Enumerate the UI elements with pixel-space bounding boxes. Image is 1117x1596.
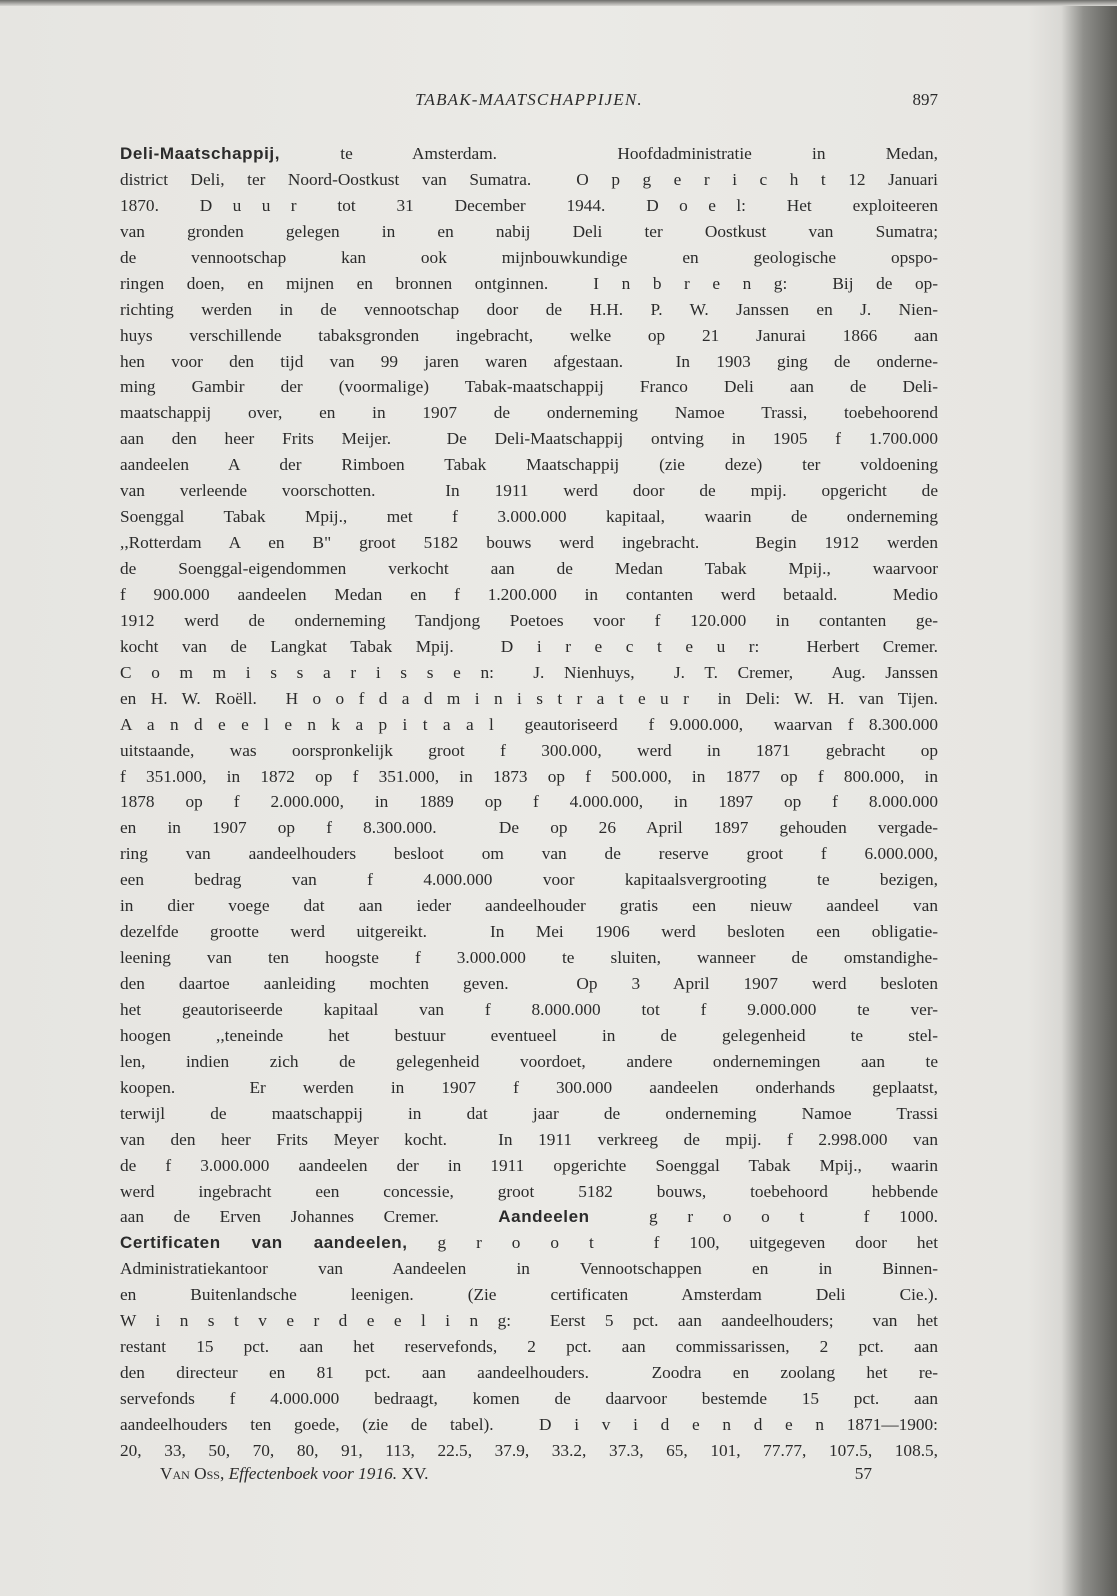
entry-text (120, 141, 938, 1464)
text-line (120, 530, 938, 556)
text-segment: Soenggal Tabak Mpij., met f 3.000.000 kapitaal, waarin de onderneming (120, 507, 938, 527)
text-line (120, 452, 938, 478)
text-line (120, 478, 938, 504)
text-segment: werd ingebracht een concessie, groot 5182 bouws, toebehoord hebbende (120, 1181, 938, 1201)
text-segment: restant 15 pct. aan het reservefonds, 2 pct. aan commissarissen, 2 pct. aan (120, 1337, 938, 1357)
text-segment: A a n d e e l e n k a p i t a a l geautoriseerd f 9.000.000, waarvan f 8.300.000 (120, 714, 938, 734)
text-line (120, 349, 938, 375)
text-segment: aandeelhouders ten goede, (zie de tabel). D i v i d e n d e n 1871—1900: (120, 1414, 938, 1434)
text-line (120, 1049, 938, 1075)
text-segment: den daartoe aanleiding mochten geven. Op 3 April 1907 werd besloten (120, 974, 938, 993)
text-segment: kocht van de Langkat Tabak Mpij. D i r e c t e u r: Herbert Cremer. (120, 636, 938, 656)
text-line (120, 1386, 938, 1412)
text-line (120, 634, 938, 660)
footer-book-title: Effectenboek voor 1916. (228, 1464, 398, 1483)
text-segment: ringen doen, en mijnen en bronnen ontginnen. I n b r e n g: Bij de op- (120, 273, 938, 293)
text-line (120, 686, 938, 712)
text-segment: ,,Rotterdam A en B" groot 5182 bouws werd ingebracht. Begin 1912 werden (120, 533, 938, 553)
text-segment: in dier voege dat aan ieder aandeelhouder gratis een nieuw aandeel van (120, 896, 938, 916)
text-line (120, 297, 938, 323)
text-line (120, 1075, 938, 1101)
text-line (120, 1308, 938, 1334)
text-segment: en in 1907 op f 8.300.000. De op 26 April 1897 gehouden vergade- (120, 818, 938, 838)
text-segment: den directeur en 81 pct. aan aandeelhouders. Zoodra en zoolang het re- (120, 1363, 938, 1383)
text-line (120, 1412, 938, 1438)
text-segment: 1878 op f 2.000.000, in 1889 op f 4.000.000, in 1897 op f 8.000.000 (120, 792, 938, 812)
text-line (120, 738, 938, 764)
text-line (120, 1230, 938, 1256)
text-segment: leening van ten hoogste f 3.000.000 te sluiten, wanneer de omstandighe- (120, 948, 938, 968)
text-segment: en Buitenlandsche leenigen. (Zie certificaten Amsterdam Deli Cie.). (120, 1285, 938, 1305)
text-segment: van gronden gelegen in en nabij Deli ter Oostkust van Sumatra; (120, 221, 938, 241)
text-segment: ring van aandeelhouders besloot om van de reserve groot f 6.000.000, (120, 844, 938, 864)
text-segment: richting werden in de vennootschap door de H.H. P. W. Janssen en J. Nien- (120, 299, 938, 319)
text-segment: W i n s t v e r d e e l i n g: Eerst 5 pct. aan aandeelhouders; van het (120, 1311, 938, 1331)
text-line (120, 193, 938, 219)
text-line (120, 1334, 938, 1360)
text-segment: de f 3.000.000 aandeelen der in 1911 opgerichte Soenggal Tabak Mpij., waarin (120, 1155, 938, 1175)
text-segment: servefonds f 4.000.000 bedraagt, komen de daarvoor bestemde 15 pct. aan (120, 1389, 938, 1408)
text-segment: de vennootschap kan ook mijnbouwkundige en geologische opspo- (120, 247, 938, 267)
text-line (120, 1360, 938, 1386)
text-line (120, 945, 938, 971)
text-segment: f 351.000, in 1872 op f 351.000, in 1873 op f 500.000, in 1877 op f 800.000, in (120, 766, 938, 786)
scan-top-edge (0, 0, 1117, 6)
text-segment: maatschappij over, en in 1907 de onderneming Namoe Trassi, toebehoorend (120, 403, 938, 423)
text-line (120, 1204, 938, 1230)
bold-heading: Certificaten van aandeelen, (120, 1233, 408, 1253)
footer-volume: XV. (401, 1464, 429, 1483)
text-segment: C o m m i s s a r i s s e n: J. Nienhuys, J. T. Cremer, Aug. Janssen (120, 662, 938, 682)
text-line (120, 1438, 938, 1464)
text-line (120, 1153, 938, 1179)
text-segment: uitstaande, was oorspronkelijk groot f 300.000, werd in 1871 gebracht op (120, 740, 938, 760)
text-line (120, 556, 938, 582)
text-segment: dezelfde grootte werd uitgereikt. In Mei 1906 werd besloten een obligatie- (120, 922, 938, 942)
text-segment: de Soenggal-eigendommen verkocht aan de Medan Tabak Mpij., waarvoor (120, 559, 938, 578)
text-line (120, 374, 938, 400)
text-segment: ming Gambir der (voormalige) Tabak-maatschappij Franco Deli aan de Deli- (120, 377, 938, 397)
text-line (120, 504, 938, 530)
text-line (120, 608, 938, 634)
text-line (120, 167, 938, 193)
text-segment: het geautoriseerde kapitaal van f 8.000.000 tot f 9.000.000 te ver- (120, 999, 938, 1019)
text-segment: aandeelen A der Rimboen Tabak Maatschappij (zie deze) ter voldoening (120, 455, 938, 475)
text-segment: huys verschillende tabaksgronden ingebracht, welke op 21 Janurai 1866 aan (120, 325, 938, 345)
footer-signature: 57 (854, 1464, 872, 1483)
text-line (120, 815, 938, 841)
text-segment: g r o o t f 1000. (589, 1207, 939, 1227)
text-line (120, 712, 938, 738)
page-header (120, 90, 938, 116)
text-line (120, 323, 938, 349)
text-line (120, 245, 938, 271)
text-segment: g r o o t f 100, uitgegeven door het (407, 1233, 938, 1253)
text-line (120, 919, 938, 945)
text-line (120, 219, 938, 245)
running-title: TABAK-MAATSCHAPPIJEN. (415, 90, 643, 109)
page-footer (160, 1464, 872, 1490)
text-line (120, 1179, 938, 1205)
text-segment: len, indien zich de gelegenheid voordoet, andere ondernemingen aan te (120, 1051, 938, 1071)
text-line (120, 1023, 938, 1049)
text-segment: 1870. D u u r tot 31 December 1944. D o e l: Het exploiteeren (120, 195, 938, 215)
bold-heading: Deli-Maatschappij, (120, 144, 281, 163)
text-segment: van den heer Frits Meyer kocht. In 1911 verkreeg de mpij. f 2.998.000 van (120, 1129, 938, 1149)
text-segment: van verleende voorschotten. In 1911 werd door de mpij. opgericht de (120, 481, 938, 501)
text-line (120, 1101, 938, 1127)
text-line (120, 400, 938, 426)
text-segment: Administratiekantoor van Aandeelen in Vennootschappen en in Binnen- (120, 1259, 938, 1279)
text-line (120, 997, 938, 1023)
text-line (120, 893, 938, 919)
text-segment: f 900.000 aandeelen Medan en f 1.200.000 in contanten werd betaald. Medio (120, 584, 938, 604)
text-line (120, 867, 938, 893)
text-line (120, 789, 938, 815)
text-line (120, 271, 938, 297)
text-segment: 20, 33, 50, 70, 80, 91, 113, 22.5, 37.9, 33.2, 37.3, 65, 101, 77.77, 107.5, 108.5, (120, 1440, 938, 1460)
text-line (120, 764, 938, 790)
text-line (120, 426, 938, 452)
text-segment: koopen. Er werden in 1907 f 300.000 aandeelen onderhands geplaatst, (120, 1077, 938, 1097)
bold-heading: Aandeelen (498, 1207, 590, 1227)
footer-citation (160, 1464, 428, 1484)
text-line (120, 971, 938, 997)
text-segment: aan den heer Frits Meijer. De Deli-Maatschappij ontving in 1905 f 1.700.000 (120, 429, 938, 449)
text-segment: district Deli, ter Noord-Oostkust van Sumatra. O p g e r i c h t 12 Januari (120, 169, 938, 189)
page-number: 897 (912, 90, 938, 109)
text-line (120, 841, 938, 867)
text-segment: hen voor den tijd van 99 jaren waren afgestaan. In 1903 ging de onderne- (120, 351, 938, 371)
text-segment: en H. W. Roëll. H o o f d a d m i n i s t r a t e u r in Deli: W. H. van Tijen. (120, 688, 938, 708)
text-line (120, 1256, 938, 1282)
text-line (120, 582, 938, 608)
text-line (120, 1282, 938, 1308)
text-segment: aan de Erven Johannes Cremer. (120, 1207, 499, 1227)
text-segment: een bedrag van f 4.000.000 voor kapitaalsvergrooting te bezigen, (120, 870, 938, 890)
text-line (120, 1127, 938, 1153)
text-segment: terwijl de maatschappij in dat jaar de onderneming Namoe Trassi (120, 1103, 938, 1123)
text-segment: hoogen ,,teneinde het bestuur eventueel in de gelegenheid te stel- (120, 1025, 938, 1045)
text-line (120, 141, 938, 167)
text-line (120, 660, 938, 686)
text-segment: te Amsterdam. Hoofdadministratie in Medan, (280, 144, 938, 163)
footer-author: Van Oss, (160, 1464, 225, 1483)
text-segment: 1912 werd de onderneming Tandjong Poetoes voor f 120.000 in contanten ge- (120, 610, 938, 630)
